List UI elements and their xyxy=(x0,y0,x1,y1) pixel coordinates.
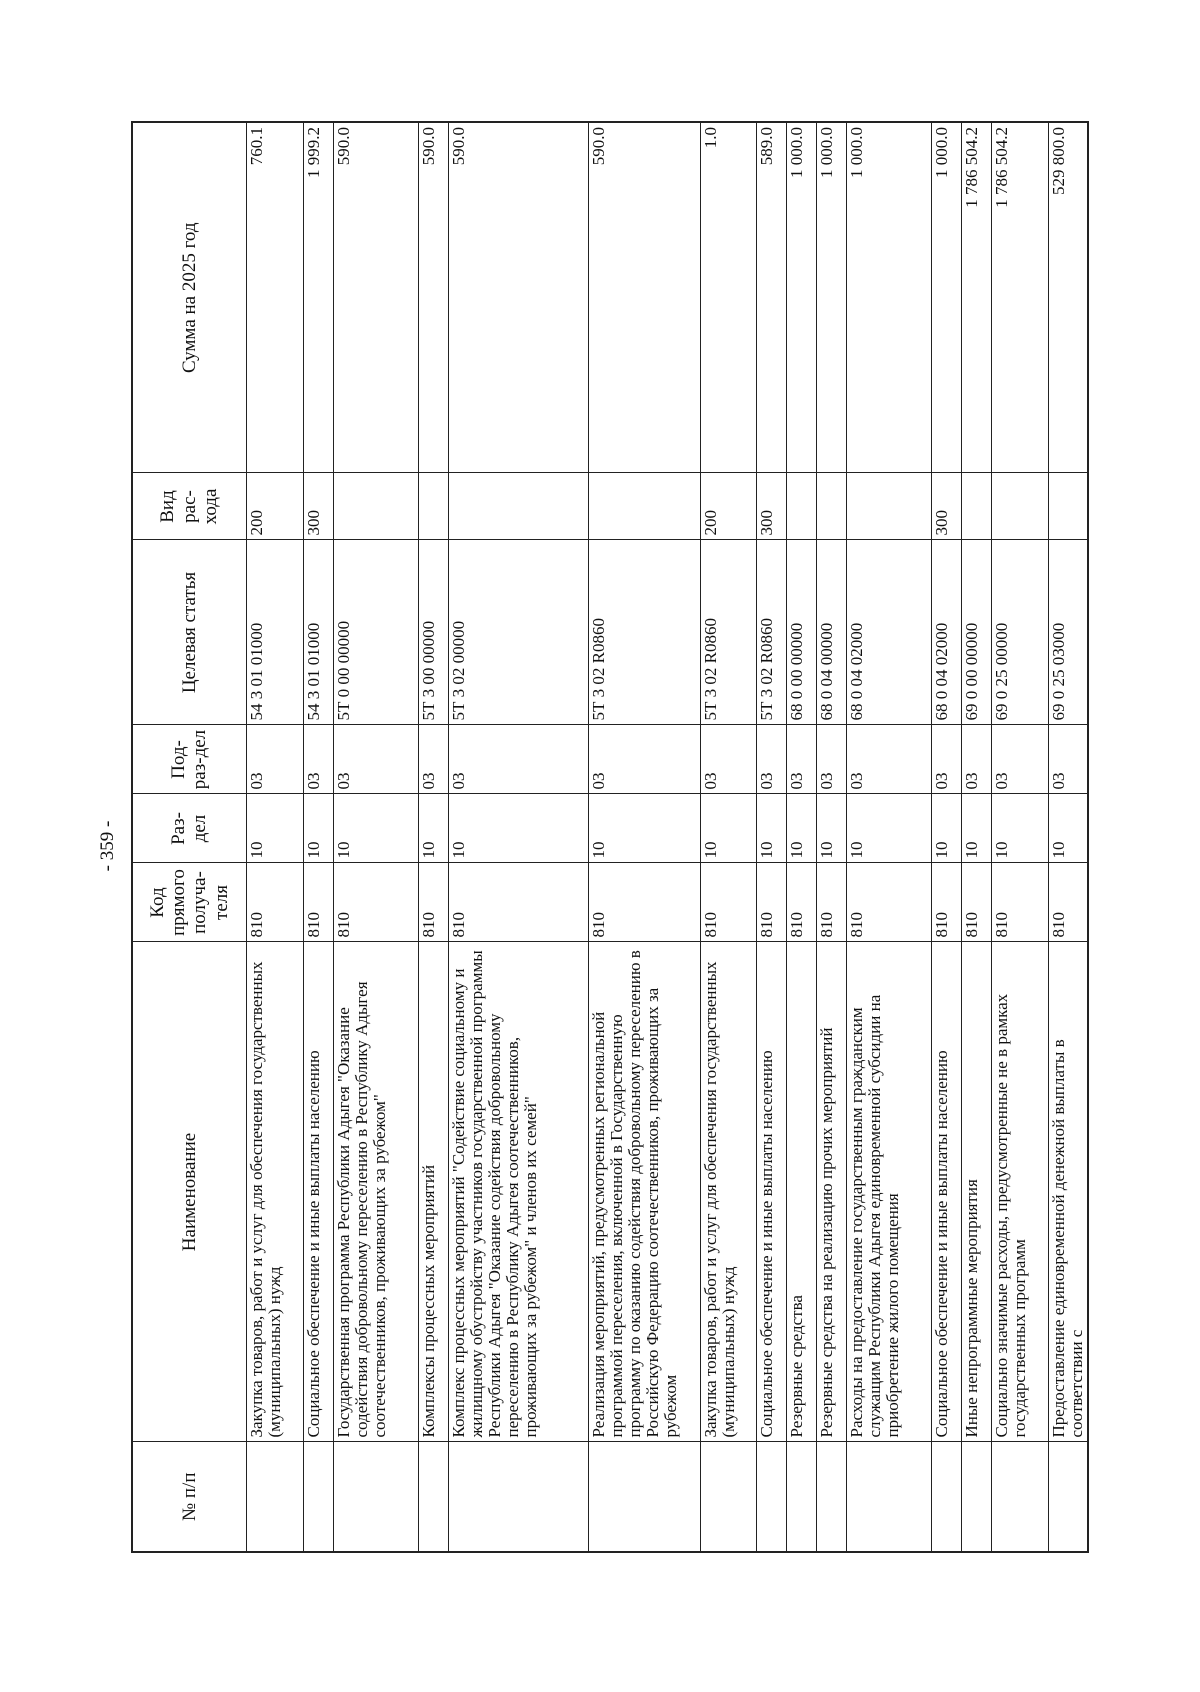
cell-celevaya: 69 0 00 00000 xyxy=(961,540,991,725)
cell-num xyxy=(1048,1442,1088,1552)
cell-razdel: 10 xyxy=(418,794,448,863)
cell-code: 810 xyxy=(816,863,846,942)
table-row xyxy=(756,122,786,1552)
cell-razdel: 10 xyxy=(333,794,418,863)
cell-razdel: 10 xyxy=(846,794,931,863)
cell-num xyxy=(700,1442,756,1552)
cell-name: Закупка товаров, работ и услуг для обеспечения государственных (муниципальных) нужд xyxy=(700,942,756,1442)
cell-podrazdel: 03 xyxy=(846,725,931,794)
cell-vid xyxy=(816,473,846,540)
header-code: Код прямого получа-теля xyxy=(132,863,246,942)
cell-num xyxy=(846,1442,931,1552)
cell-code: 810 xyxy=(786,863,816,942)
cell-sum: 1.0 xyxy=(700,122,756,473)
cell-vid xyxy=(786,473,816,540)
cell-name: Социально значимые расходы, предусмотренные не в рамках государственных программ xyxy=(991,942,1048,1442)
table-row xyxy=(333,122,418,1552)
cell-razdel: 10 xyxy=(931,794,961,863)
cell-razdel: 10 xyxy=(588,794,700,863)
cell-code: 810 xyxy=(756,863,786,942)
cell-name: Резервные средства xyxy=(786,942,816,1442)
cell-celevaya: 5Т 3 02 R0860 xyxy=(700,540,756,725)
cell-podrazdel: 03 xyxy=(303,725,333,794)
table-row xyxy=(1048,122,1088,1552)
cell-celevaya: 54 3 01 01000 xyxy=(246,540,303,725)
table-row xyxy=(931,122,961,1552)
cell-razdel: 10 xyxy=(700,794,756,863)
cell-vid xyxy=(1048,473,1088,540)
cell-name: Социальное обеспечение и иные выплаты населению xyxy=(756,942,786,1442)
cell-sum: 1 000.0 xyxy=(931,122,961,473)
cell-vid xyxy=(418,473,448,540)
cell-razdel: 10 xyxy=(246,794,303,863)
cell-num xyxy=(448,1442,588,1552)
cell-vid: 300 xyxy=(931,473,961,540)
cell-code: 810 xyxy=(931,863,961,942)
cell-sum: 1 786 504.2 xyxy=(961,122,991,473)
cell-podrazdel: 03 xyxy=(786,725,816,794)
cell-sum: 1 999.2 xyxy=(303,122,333,473)
cell-code: 810 xyxy=(448,863,588,942)
budget-table xyxy=(131,121,1089,1553)
cell-podrazdel: 03 xyxy=(931,725,961,794)
cell-podrazdel: 03 xyxy=(448,725,588,794)
cell-vid: 200 xyxy=(700,473,756,540)
page-number: - 359 - xyxy=(97,820,118,872)
cell-celevaya: 5Т 3 02 R0860 xyxy=(756,540,786,725)
header-sum: Сумма на 2025 год xyxy=(132,122,246,473)
cell-name: Социальное обеспечение и иные выплаты населению xyxy=(931,942,961,1442)
cell-num xyxy=(756,1442,786,1552)
cell-name: Реализация мероприятий, предусмотренных региональной программой переселения, включенной в Государственную программу по оказанию содействия добровольному переселению в Российскую Федерацию соотечественников, проживающих за рубежом xyxy=(588,942,700,1442)
cell-code: 810 xyxy=(1048,863,1088,942)
header-name: Наименование xyxy=(132,942,246,1442)
cell-podrazdel: 03 xyxy=(333,725,418,794)
header-vid: Вид рас-хода xyxy=(132,473,246,540)
cell-sum: 529 800.0 xyxy=(1048,122,1088,473)
cell-celevaya: 68 0 04 00000 xyxy=(816,540,846,725)
budget-table-container xyxy=(131,123,1088,1553)
cell-num xyxy=(303,1442,333,1552)
cell-code: 810 xyxy=(991,863,1048,942)
cell-vid xyxy=(846,473,931,540)
table-row xyxy=(448,122,588,1552)
cell-podrazdel: 03 xyxy=(816,725,846,794)
header-razdel: Раз-дел xyxy=(132,794,246,863)
cell-sum: 590.0 xyxy=(588,122,700,473)
cell-vid: 300 xyxy=(303,473,333,540)
cell-razdel: 10 xyxy=(756,794,786,863)
table-row xyxy=(418,122,448,1552)
cell-code: 810 xyxy=(588,863,700,942)
cell-vid xyxy=(961,473,991,540)
cell-sum: 1 000.0 xyxy=(816,122,846,473)
cell-podrazdel: 03 xyxy=(756,725,786,794)
cell-name: Расходы на предоставление государственным гражданским служащим Республики Адыгея единовременной субсидии на приобретение жилого помещения xyxy=(846,942,931,1442)
cell-code: 810 xyxy=(700,863,756,942)
cell-sum: 760.1 xyxy=(246,122,303,473)
cell-celevaya: 68 0 04 02000 xyxy=(846,540,931,725)
table-row xyxy=(961,122,991,1552)
cell-num xyxy=(246,1442,303,1552)
cell-sum: 589.0 xyxy=(756,122,786,473)
cell-sum: 1 000.0 xyxy=(786,122,816,473)
cell-code: 810 xyxy=(333,863,418,942)
cell-num xyxy=(961,1442,991,1552)
cell-code: 810 xyxy=(303,863,333,942)
cell-name: Социальное обеспечение и иные выплаты населению xyxy=(303,942,333,1442)
table-header-row xyxy=(132,122,246,1552)
cell-num xyxy=(786,1442,816,1552)
cell-name: Иные непрограммные мероприятия xyxy=(961,942,991,1442)
cell-celevaya: 5Т 3 00 00000 xyxy=(418,540,448,725)
cell-celevaya: 69 0 25 03000 xyxy=(1048,540,1088,725)
cell-vid xyxy=(991,473,1048,540)
cell-celevaya: 68 0 04 02000 xyxy=(931,540,961,725)
table-row xyxy=(846,122,931,1552)
cell-num xyxy=(418,1442,448,1552)
cell-num xyxy=(816,1442,846,1552)
cell-name: Комплекс процессных мероприятий "Содействие социальному и жилищному обустройству участников государственной программы Республики Адыгея "Оказание содействия добровольному переселению в Республику Адыгея соотечественников, проживающих за рубежом" и членов их семей" xyxy=(448,942,588,1442)
table-row xyxy=(786,122,816,1552)
cell-razdel: 10 xyxy=(961,794,991,863)
table-row xyxy=(303,122,333,1552)
cell-podrazdel: 03 xyxy=(246,725,303,794)
cell-name: Предоставление единовременной денежной выплаты в соответствии с xyxy=(1048,942,1088,1442)
cell-celevaya: 5Т 3 02 R0860 xyxy=(588,540,700,725)
cell-celevaya: 69 0 25 00000 xyxy=(991,540,1048,725)
cell-sum: 590.0 xyxy=(333,122,418,473)
cell-name: Закупка товаров, работ и услуг для обеспечения государственных (муниципальных) нужд xyxy=(246,942,303,1442)
table-row xyxy=(700,122,756,1552)
cell-sum: 1 000.0 xyxy=(846,122,931,473)
table-row xyxy=(816,122,846,1552)
cell-podrazdel: 03 xyxy=(961,725,991,794)
cell-podrazdel: 03 xyxy=(418,725,448,794)
table-body xyxy=(246,122,1088,1552)
cell-celevaya: 54 3 01 01000 xyxy=(303,540,333,725)
cell-name: Резервные средства на реализацию прочих мероприятий xyxy=(816,942,846,1442)
header-celevaya: Целевая статья xyxy=(132,540,246,725)
table-row xyxy=(588,122,700,1552)
header-podrazdel: Под-раз-дел xyxy=(132,725,246,794)
cell-code: 810 xyxy=(246,863,303,942)
header-num: № п/п xyxy=(132,1442,246,1552)
cell-razdel: 10 xyxy=(991,794,1048,863)
cell-razdel: 10 xyxy=(303,794,333,863)
cell-vid: 200 xyxy=(246,473,303,540)
cell-num xyxy=(333,1442,418,1552)
cell-celevaya: 5Т 0 00 00000 xyxy=(333,540,418,725)
cell-razdel: 10 xyxy=(786,794,816,863)
cell-razdel: 10 xyxy=(816,794,846,863)
cell-code: 810 xyxy=(961,863,991,942)
cell-podrazdel: 03 xyxy=(1048,725,1088,794)
cell-podrazdel: 03 xyxy=(700,725,756,794)
cell-vid xyxy=(333,473,418,540)
cell-code: 810 xyxy=(418,863,448,942)
cell-vid xyxy=(588,473,700,540)
cell-num xyxy=(931,1442,961,1552)
cell-code: 810 xyxy=(846,863,931,942)
cell-razdel: 10 xyxy=(1048,794,1088,863)
cell-sum: 590.0 xyxy=(418,122,448,473)
table-row xyxy=(991,122,1048,1552)
cell-vid: 300 xyxy=(756,473,786,540)
cell-sum: 1 786 504.2 xyxy=(991,122,1048,473)
cell-vid xyxy=(448,473,588,540)
cell-razdel: 10 xyxy=(448,794,588,863)
cell-celevaya: 5Т 3 02 00000 xyxy=(448,540,588,725)
cell-num xyxy=(588,1442,700,1552)
cell-name: Комплексы процессных мероприятий xyxy=(418,942,448,1442)
table-row xyxy=(246,122,303,1552)
cell-sum: 590.0 xyxy=(448,122,588,473)
cell-name: Государственная программа Республики Адыгея "Оказание содействия добровольному переселению в Республику Адыгея соотечественников, проживающих за рубежом" xyxy=(333,942,418,1442)
cell-podrazdel: 03 xyxy=(991,725,1048,794)
cell-celevaya: 68 0 00 00000 xyxy=(786,540,816,725)
cell-num xyxy=(991,1442,1048,1552)
cell-podrazdel: 03 xyxy=(588,725,700,794)
